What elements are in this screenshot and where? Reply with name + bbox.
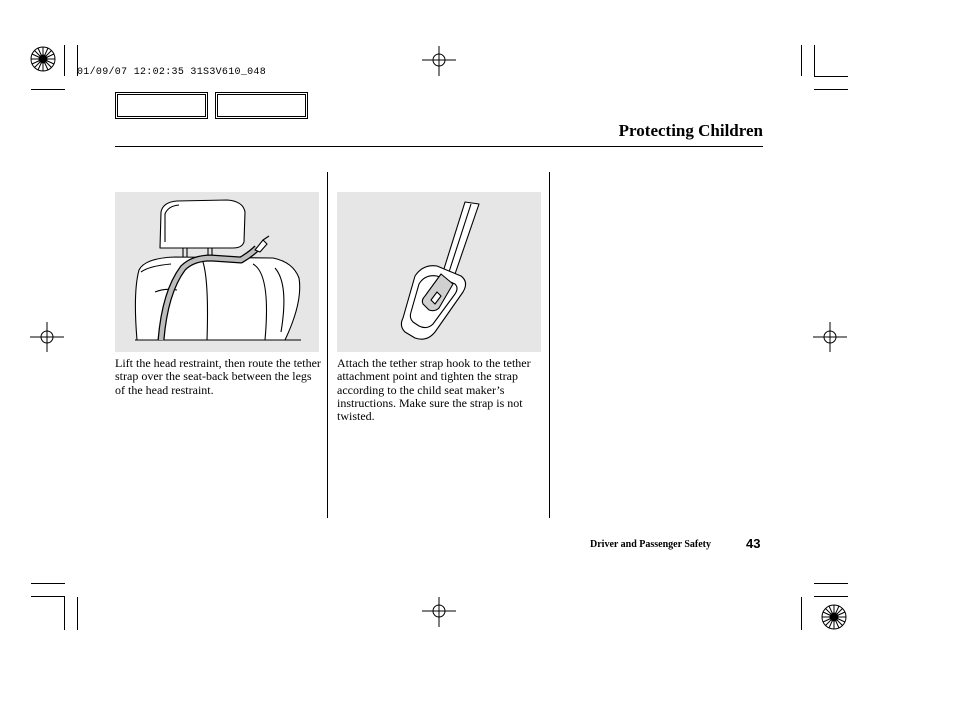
crosshair-mark-icon (30, 322, 64, 352)
crosshair-mark-icon (813, 322, 847, 352)
column-divider (327, 172, 328, 518)
figure-caption: Lift the head restraint, then route the tether strap over the seat-back between the legs of the head restraint. (115, 356, 321, 397)
nav-tab-box[interactable] (215, 92, 308, 119)
head-restraint-illustration (115, 192, 319, 352)
page-number: 43 (746, 536, 761, 551)
footer-section-title: Driver and Passenger Safety (590, 539, 712, 550)
figure-caption: Attach the tether strap hook to the tether attachment point and tighten the strap according to the child seat maker’s instructions. Make sure the strap is not twisted. (337, 356, 531, 424)
page-title: Protecting Children (618, 121, 763, 140)
nav-tab-box[interactable] (115, 92, 208, 119)
tether-anchor-illustration (337, 192, 541, 352)
registration-target-icon (29, 45, 59, 75)
header-rule (115, 146, 763, 147)
crosshair-mark-icon (422, 46, 456, 76)
registration-target-icon (820, 603, 850, 633)
crosshair-mark-icon (422, 597, 456, 627)
column-divider (549, 172, 550, 518)
print-code: 01/09/07 12:02:35 31S3V610_048 (77, 67, 267, 78)
